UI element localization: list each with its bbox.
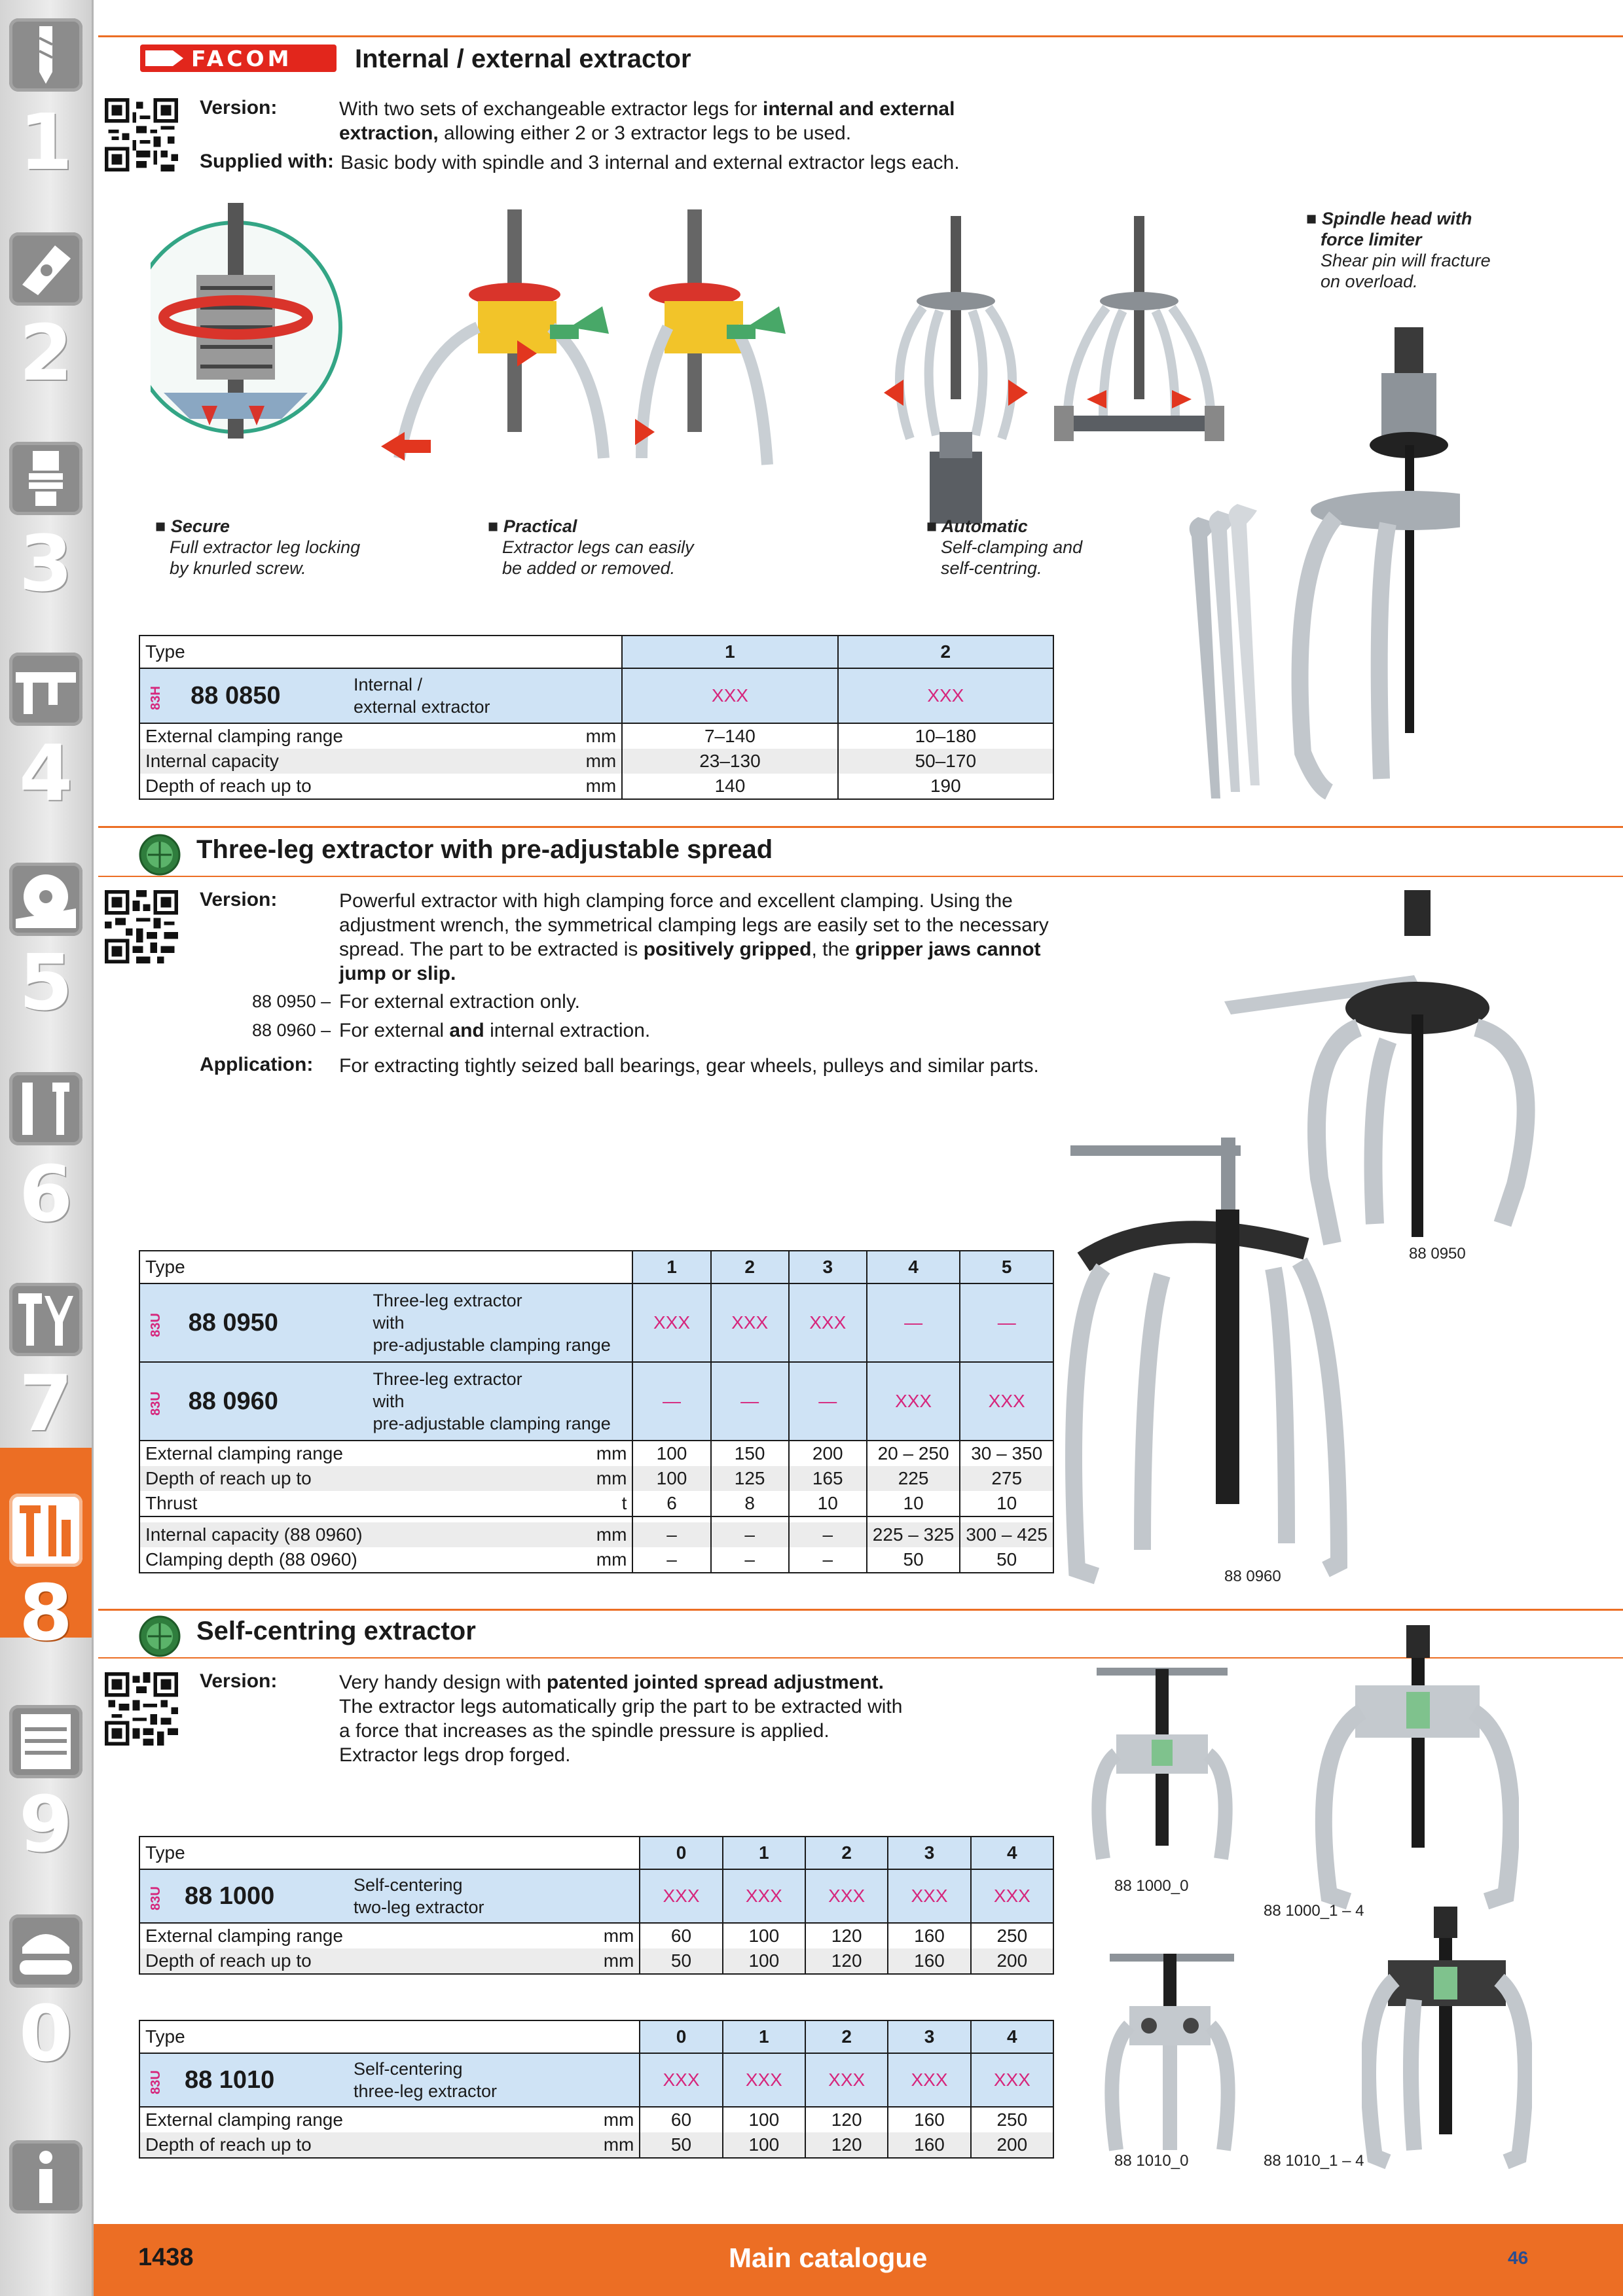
supplied-text: Basic body with spindle and 3 internal and external extractor legs each. <box>340 152 960 173</box>
section-rule <box>98 876 1623 877</box>
order-code-cell[interactable]: — <box>789 1362 867 1441</box>
section-rule <box>98 35 1623 37</box>
product-number: 88 0960 <box>183 1362 368 1441</box>
category-tag: 83U <box>148 2070 163 2094</box>
value-cell: – <box>789 1547 867 1573</box>
table-row <box>139 2132 1053 2158</box>
note-text: For external extraction only. <box>339 991 580 1013</box>
value-cell: 160 <box>888 2107 970 2132</box>
order-code-cell[interactable]: — <box>711 1362 789 1441</box>
value-cell: 200 <box>971 1948 1053 1974</box>
type-column: 3 <box>888 1837 970 1869</box>
value-cell: 275 <box>960 1466 1053 1491</box>
order-code-cell[interactable]: XXX <box>867 1362 960 1441</box>
saw-blade-icon <box>9 863 82 936</box>
value-cell: 160 <box>888 1923 970 1948</box>
value-cell: 50 <box>960 1547 1053 1573</box>
order-code-cell[interactable]: XXX <box>632 1283 710 1362</box>
order-code-cell[interactable]: XXX <box>960 1362 1053 1441</box>
value-cell: 120 <box>805 1948 888 1974</box>
product-description: Three-leg extractor with pre-adjustable clamping range <box>368 1283 633 1362</box>
version-text: With two sets of exchangeable extractor legs for internal and external extraction, allowing either 2 or 3 extractor legs to be used. <box>339 98 955 144</box>
row-label: Depth of reach up to <box>139 1948 348 1974</box>
row-unit: mm <box>348 1948 640 1974</box>
product-row[interactable] <box>139 1869 1053 1923</box>
section-title: Internal / external extractor <box>355 45 691 73</box>
application-label: Application: <box>200 1054 314 1075</box>
order-code-cell[interactable]: XXX <box>640 2053 722 2107</box>
spec-table-88-0850 <box>139 635 1054 800</box>
row-unit: mm <box>585 726 617 746</box>
product-row[interactable] <box>139 1362 1053 1441</box>
chapter-number: 6 <box>18 1149 73 1239</box>
product-image-88-0850 <box>1172 321 1460 805</box>
category-tag: 83U <box>148 1313 163 1337</box>
wrench-icon <box>9 1072 82 1145</box>
globe-badge-icon <box>139 834 181 876</box>
section-title: Three-leg extractor with pre-adjustable spread <box>196 835 773 864</box>
type-column: 3 <box>888 2020 970 2053</box>
catalogue-title: Main catalogue <box>729 2242 928 2273</box>
product-image-88-1000-0 <box>1090 1662 1241 1872</box>
category-tag: 83H <box>148 686 163 710</box>
note-code: 88 0950 – <box>252 992 331 1011</box>
page-number: 1438 <box>138 2244 194 2271</box>
chapter-tab-strip <box>0 0 94 2296</box>
section-rule <box>98 1609 1623 1611</box>
value-cell: 120 <box>805 1923 888 1948</box>
value-cell: 10 <box>867 1491 960 1516</box>
product-description: Internal / external extractor <box>348 668 622 723</box>
row-label: External clamping range <box>145 1926 343 1946</box>
order-code-cell[interactable]: XXX <box>723 2053 805 2107</box>
table-header-row <box>139 1251 1053 1283</box>
order-code-cell[interactable]: XXX <box>888 2053 970 2107</box>
value-cell: 50 <box>640 1948 722 1974</box>
product-row[interactable] <box>139 2053 1053 2107</box>
extractor-tools-icon <box>9 1494 82 1567</box>
version-text: Very handy design with patented jointed spread adjustment. The extractor legs automatically grip the part to be extracted with a force that increases as the spindle pressure is applied. Extractor legs drop forged. <box>339 1672 903 1766</box>
row-label: Depth of reach up to <box>139 2132 348 2158</box>
table-row <box>139 1522 1053 1547</box>
row-label: External clamping range <box>145 726 343 746</box>
row-label: External clamping range <box>145 2109 343 2130</box>
type-column: 4 <box>971 2020 1053 2053</box>
version-label: Version: <box>200 889 278 910</box>
spec-table-88-1000 <box>139 1836 1054 1975</box>
value-cell: 50–170 <box>838 749 1053 774</box>
chapter-number: 8 <box>18 1568 73 1658</box>
product-image-88-1000-1-4 <box>1309 1620 1519 1914</box>
supplied-label: Supplied with: <box>200 151 334 172</box>
product-number: 88 1010 <box>179 2053 348 2107</box>
product-description: Self-centering two-leg extractor <box>348 1869 640 1923</box>
value-cell: 23–130 <box>622 749 837 774</box>
row-unit: mm <box>603 2109 634 2130</box>
row-label: Internal capacity <box>139 749 348 774</box>
table-header-row <box>139 1837 1053 1869</box>
value-cell: 225 – 325 <box>867 1522 960 1547</box>
row-unit: mm <box>596 1549 627 1570</box>
feature-practical: ■ Practical Extractor legs can easily be added or removed. <box>488 516 694 578</box>
product-row[interactable] <box>139 668 1053 723</box>
value-cell: 100 <box>723 2107 805 2132</box>
figure-label: 88 1010_1 – 4 <box>1264 2152 1364 2170</box>
value-cell: 190 <box>838 774 1053 799</box>
note-text: For external and internal extraction. <box>339 1020 651 1041</box>
chapter-number: 7 <box>18 1358 73 1448</box>
row-unit: mm <box>348 2132 640 2158</box>
value-cell: 160 <box>888 2132 970 2158</box>
type-column: 4 <box>971 1837 1053 1869</box>
figure-label: 88 0960 <box>1224 1568 1281 1585</box>
value-cell: 300 – 425 <box>960 1522 1053 1547</box>
figure-label: 88 0950 <box>1409 1245 1466 1263</box>
table-row <box>139 1491 1053 1516</box>
value-cell: 140 <box>622 774 837 799</box>
row-label: External clamping range <box>145 1443 343 1463</box>
section-title: Self-centring extractor <box>196 1617 476 1645</box>
value-cell: 165 <box>789 1466 867 1491</box>
order-code-cell[interactable]: XXX <box>838 668 1053 723</box>
qr-code[interactable] <box>105 890 178 963</box>
value-cell: 100 <box>632 1466 710 1491</box>
type-column: 0 <box>640 2020 722 2053</box>
value-cell: 160 <box>888 1948 970 1974</box>
type-column: 0 <box>640 1837 722 1869</box>
table-row <box>139 774 1053 799</box>
row-unit: mm <box>585 776 617 796</box>
table-row <box>139 1948 1053 1974</box>
value-cell: – <box>632 1522 710 1547</box>
value-cell: 60 <box>640 2107 722 2132</box>
qr-code[interactable] <box>105 98 178 171</box>
value-cell: 30 – 350 <box>960 1441 1053 1466</box>
spec-table-88-1010 <box>139 2020 1054 2159</box>
product-row[interactable] <box>139 1283 1053 1362</box>
order-code-cell[interactable]: XXX <box>622 668 837 723</box>
value-cell: 225 <box>867 1466 960 1491</box>
spec-table-88-0950-0960 <box>139 1250 1054 1573</box>
type-column: 2 <box>711 1251 789 1283</box>
safety-equipment-icon <box>9 1914 82 1988</box>
version-label: Version: <box>200 97 278 118</box>
figure-label: 88 1010_0 <box>1114 2152 1189 2170</box>
globe-badge-icon <box>139 1615 181 1657</box>
value-cell: 200 <box>971 2132 1053 2158</box>
type-header: Type <box>139 1251 632 1283</box>
value-cell: – <box>789 1522 867 1547</box>
value-cell: 20 – 250 <box>867 1441 960 1466</box>
version-label: Version: <box>200 1670 278 1692</box>
info-icon <box>9 2140 82 2214</box>
figure-label: 88 1000_0 <box>1114 1877 1189 1895</box>
pliers-icon <box>9 1283 82 1356</box>
product-description: Three-leg extractor with pre-adjustable clamping range <box>368 1362 633 1441</box>
order-code-cell[interactable]: XXX <box>723 1869 805 1923</box>
table-row <box>139 1547 1053 1573</box>
type-column: 1 <box>723 1837 805 1869</box>
value-cell: – <box>711 1547 789 1573</box>
value-cell: 125 <box>711 1466 789 1491</box>
value-cell: – <box>711 1522 789 1547</box>
product-number: 88 0950 <box>183 1283 368 1362</box>
order-code-cell[interactable]: XXX <box>640 1869 722 1923</box>
value-cell: 150 <box>711 1441 789 1466</box>
product-description: Self-centering three-leg extractor <box>348 2053 640 2107</box>
extractor-feature-illustration <box>151 196 1303 524</box>
facom-logo <box>140 45 337 72</box>
cutting-insert-icon <box>9 232 82 306</box>
page-footer <box>94 2224 1623 2296</box>
value-cell: 250 <box>971 1923 1053 1948</box>
row-unit: mm <box>603 1926 634 1946</box>
brand-name: FACOM <box>191 46 293 71</box>
row-label: Depth of reach up to <box>139 1466 368 1491</box>
order-code-cell[interactable]: XXX <box>711 1283 789 1362</box>
type-header: Type <box>139 1837 640 1869</box>
row-label: Thrust <box>145 1493 198 1513</box>
type-column: 4 <box>867 1251 960 1283</box>
chapter-number: 1 <box>18 97 73 187</box>
table-row <box>139 2107 1053 2132</box>
value-cell: 100 <box>723 1923 805 1948</box>
type-column: 1 <box>632 1251 710 1283</box>
table-header-row <box>139 636 1053 668</box>
type-header: Type <box>139 2020 640 2053</box>
type-column: 5 <box>960 1251 1053 1283</box>
value-cell: 200 <box>789 1441 867 1466</box>
value-cell: 6 <box>632 1491 710 1516</box>
product-number: 88 1000 <box>179 1869 348 1923</box>
caliper-icon <box>9 653 82 726</box>
row-label: Depth of reach up to <box>145 776 312 796</box>
order-code-cell[interactable]: XXX <box>805 2053 888 2107</box>
type-column: 2 <box>805 1837 888 1869</box>
product-number: 88 0850 <box>185 668 348 723</box>
application-text: For extracting tightly seized ball bearings, gear wheels, pulleys and similar parts. <box>339 1055 1039 1077</box>
table-row <box>139 1466 1053 1491</box>
value-cell: 10–180 <box>838 723 1053 749</box>
value-cell: 10 <box>960 1491 1053 1516</box>
value-cell: 120 <box>805 2132 888 2158</box>
type-column: 3 <box>789 1251 867 1283</box>
category-tag: 83U <box>148 1391 163 1416</box>
row-label: Clamping depth (88 0960) <box>145 1549 357 1570</box>
row-unit: mm <box>368 1522 633 1547</box>
chapter-number: 4 <box>18 728 73 818</box>
chapter-number: 2 <box>18 308 73 398</box>
order-code-cell[interactable]: — <box>867 1283 960 1362</box>
type-column: 1 <box>622 636 837 668</box>
section-rule <box>98 826 1623 828</box>
table-row <box>139 1923 1053 1948</box>
product-image-88-1010-0 <box>1097 1947 1247 2163</box>
table-row <box>139 749 1053 774</box>
type-column: 2 <box>805 2020 888 2053</box>
value-cell: 60 <box>640 1923 722 1948</box>
product-image-88-0960 <box>1064 1131 1359 1602</box>
value-cell: 100 <box>632 1441 710 1466</box>
order-code-cell[interactable]: — <box>632 1362 710 1441</box>
product-image-88-1010-1-4 <box>1362 1901 1532 2170</box>
table-spacer <box>139 1516 1053 1522</box>
order-code-cell[interactable]: — <box>960 1283 1053 1362</box>
chapter-number: 5 <box>18 937 73 1028</box>
row-unit: t <box>621 1493 627 1513</box>
order-code-cell[interactable]: XXX <box>789 1283 867 1362</box>
type-header: Type <box>139 636 622 668</box>
value-cell: 100 <box>723 2132 805 2158</box>
qr-code[interactable] <box>105 1672 178 1746</box>
chapter-number: 9 <box>18 1779 73 1869</box>
row-unit: mm <box>368 1466 633 1491</box>
value-cell: 250 <box>971 2107 1053 2132</box>
chapter-number: 3 <box>18 518 73 609</box>
table-header-row <box>139 2020 1053 2053</box>
chapter-number: 0 <box>18 1988 73 2079</box>
value-cell: 50 <box>640 2132 722 2158</box>
row-unit: mm <box>596 1443 627 1463</box>
version-text: Powerful extractor with high clamping force and excellent clamping. Using the adjustment wrench, the symmetrical clamping legs are easily set to the necessary spread. The part to be extracted is positively gripped, the gripper jaws cannot jump or slip. <box>339 890 1049 984</box>
row-unit: mm <box>348 749 622 774</box>
value-cell: 8 <box>711 1491 789 1516</box>
drill-icon <box>9 18 82 92</box>
value-cell: 50 <box>867 1547 960 1573</box>
order-code-cell[interactable]: XXX <box>971 1869 1053 1923</box>
order-code-cell[interactable]: XXX <box>971 2053 1053 2107</box>
spindle-head-note: ■ Spindle head with force limiter Shear pin will fracture on overload. <box>1306 209 1491 291</box>
note-code: 88 0960 – <box>252 1020 331 1040</box>
order-code-cell[interactable]: XXX <box>805 1869 888 1923</box>
tool-cabinet-icon <box>9 1705 82 1778</box>
sheet-number: 46 <box>1508 2248 1529 2268</box>
type-column: 1 <box>723 2020 805 2053</box>
value-cell: 100 <box>723 1948 805 1974</box>
table-row <box>139 723 1053 749</box>
value-cell: 10 <box>789 1491 867 1516</box>
feature-automatic: ■ Automatic Self-clamping and self-centring. <box>926 516 1083 578</box>
value-cell: 7–140 <box>622 723 837 749</box>
feature-secure: ■ Secure Full extractor leg locking by knurled screw. <box>155 516 361 578</box>
table-row <box>139 1441 1053 1466</box>
tap-icon <box>9 442 82 515</box>
category-tag: 83U <box>148 1886 163 1910</box>
order-code-cell[interactable]: XXX <box>888 1869 970 1923</box>
figure-label: 88 1000_1 – 4 <box>1264 1902 1364 1920</box>
value-cell: 120 <box>805 2107 888 2132</box>
value-cell: – <box>632 1547 710 1573</box>
row-label: Internal capacity (88 0960) <box>139 1522 368 1547</box>
type-column: 2 <box>838 636 1053 668</box>
